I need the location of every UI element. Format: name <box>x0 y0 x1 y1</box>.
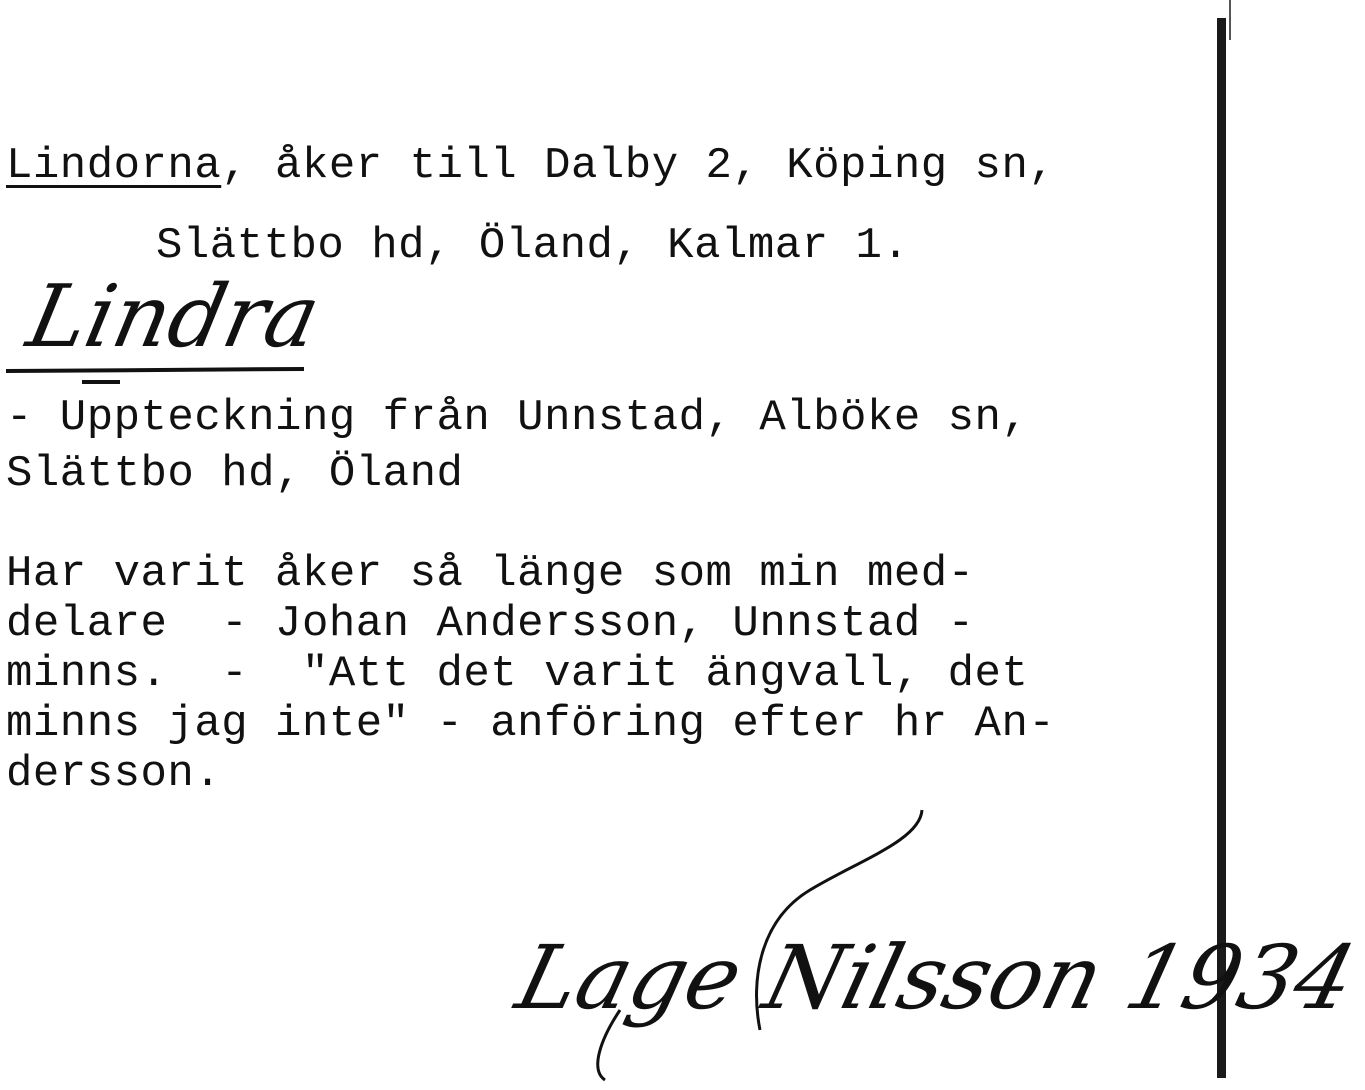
entry-heading-line <box>6 142 1055 190</box>
record-line-2: Slättbo hd, Öland <box>6 449 464 499</box>
handwritten-underline <box>6 367 304 373</box>
body-line-2: delare - Johan Andersson, Unnstad - <box>6 599 975 649</box>
body-line-4: minns jag inte" - anföring efter hr An- <box>6 699 1056 749</box>
record-line-1: - Uppteckning från Unnstad, Alböke sn, <box>6 393 1029 443</box>
entry-heading-rest: , åker till Dalby 2, Köping sn, <box>221 141 1056 191</box>
entry-heading-word: Lindorna <box>6 141 222 191</box>
handwritten-underline-short <box>82 380 120 384</box>
handwritten-word: Lindra <box>19 267 329 367</box>
body-line-5: dersson. <box>6 749 222 799</box>
card-edge-mark <box>1229 0 1231 40</box>
signature: Lage Nilsson 1934 <box>507 926 1365 1029</box>
card-edge-shadow <box>1217 18 1226 1078</box>
entry-location-line: Slättbo hd, Öland, Kalmar 1. <box>156 221 910 271</box>
body-line-1: Har varit åker så länge som min med- <box>6 549 975 599</box>
body-line-3: minns. - "Att det varit ängvall, det <box>6 649 1029 699</box>
